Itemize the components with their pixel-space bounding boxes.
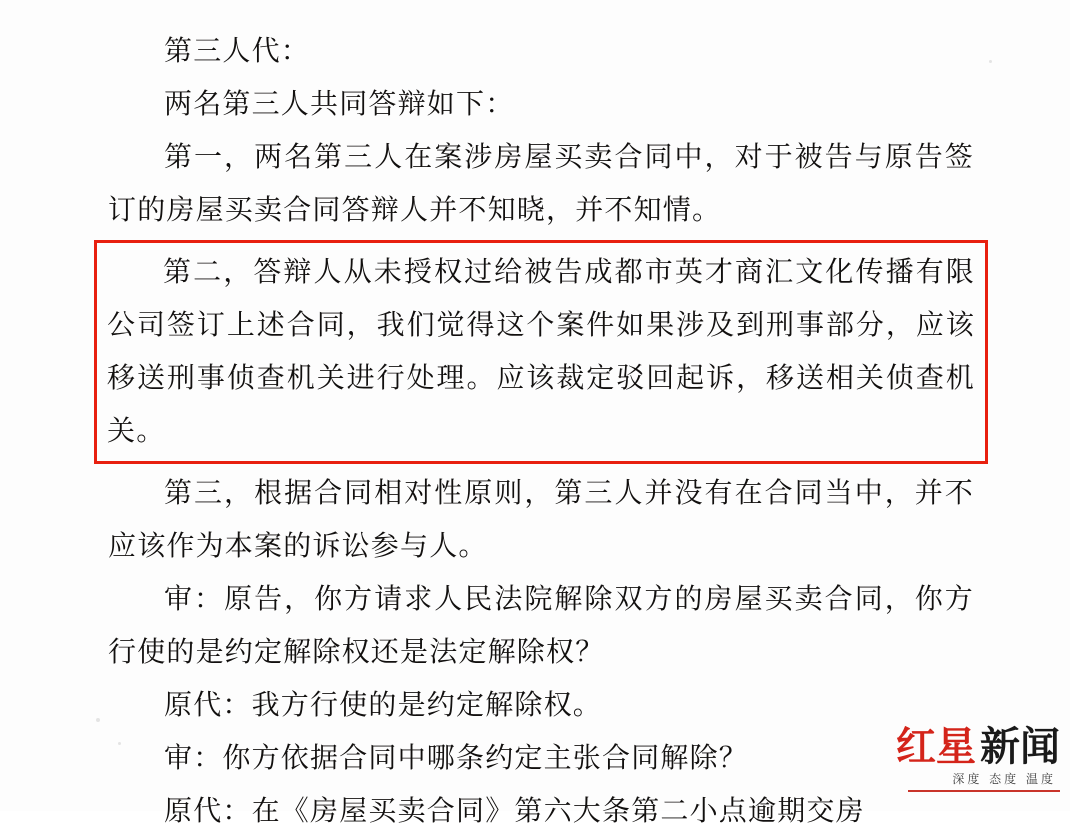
paragraph: 第三，根据合同相对性原则，第三人并没有在合同当中，并不应该作为本案的诉讼参与人。: [108, 476, 974, 562]
paragraph: 原代：在《房屋买卖合同》第六大条第二小点逾期交房: [164, 794, 865, 827]
paragraph: 两名第三人共同答辩如下：: [164, 87, 515, 120]
watermark-tagline: 深度 态度 温度: [952, 772, 1056, 786]
highlighted-paragraph-box: [94, 240, 988, 464]
paragraph: 审：你方依据合同中哪条约定主张合同解除？: [164, 741, 749, 774]
watermark-brand-red: 红星: [896, 724, 976, 770]
paragraph: 第一，两名第三人在案涉房屋买卖合同中，对于被告与原告签订的房屋买卖合同答辩人并不知晓，并不知情。: [108, 140, 974, 226]
watermark-brand-black: 新闻: [980, 724, 1060, 770]
paragraph: 原代：我方行使的是约定解除权。: [164, 688, 603, 721]
paragraph-highlighted: 第二，答辩人从未授权过给被告成都市英才商汇文化传播有限公司签订上述合同，我们觉得这个案件如果涉及到刑事部分，应该移送刑事侦查机关进行处理。应该裁定驳回起诉，移送相关侦查机关。: [107, 255, 975, 447]
scan-speckle: [96, 718, 100, 722]
document-body: [108, 24, 974, 837]
scan-speckle: [989, 60, 992, 63]
paragraph: 审：原告，你方请求人民法院解除双方的房屋买卖合同，你方行使的是约定解除权还是法定解除权？: [108, 582, 974, 668]
paragraph: 第三人代：: [164, 34, 311, 67]
